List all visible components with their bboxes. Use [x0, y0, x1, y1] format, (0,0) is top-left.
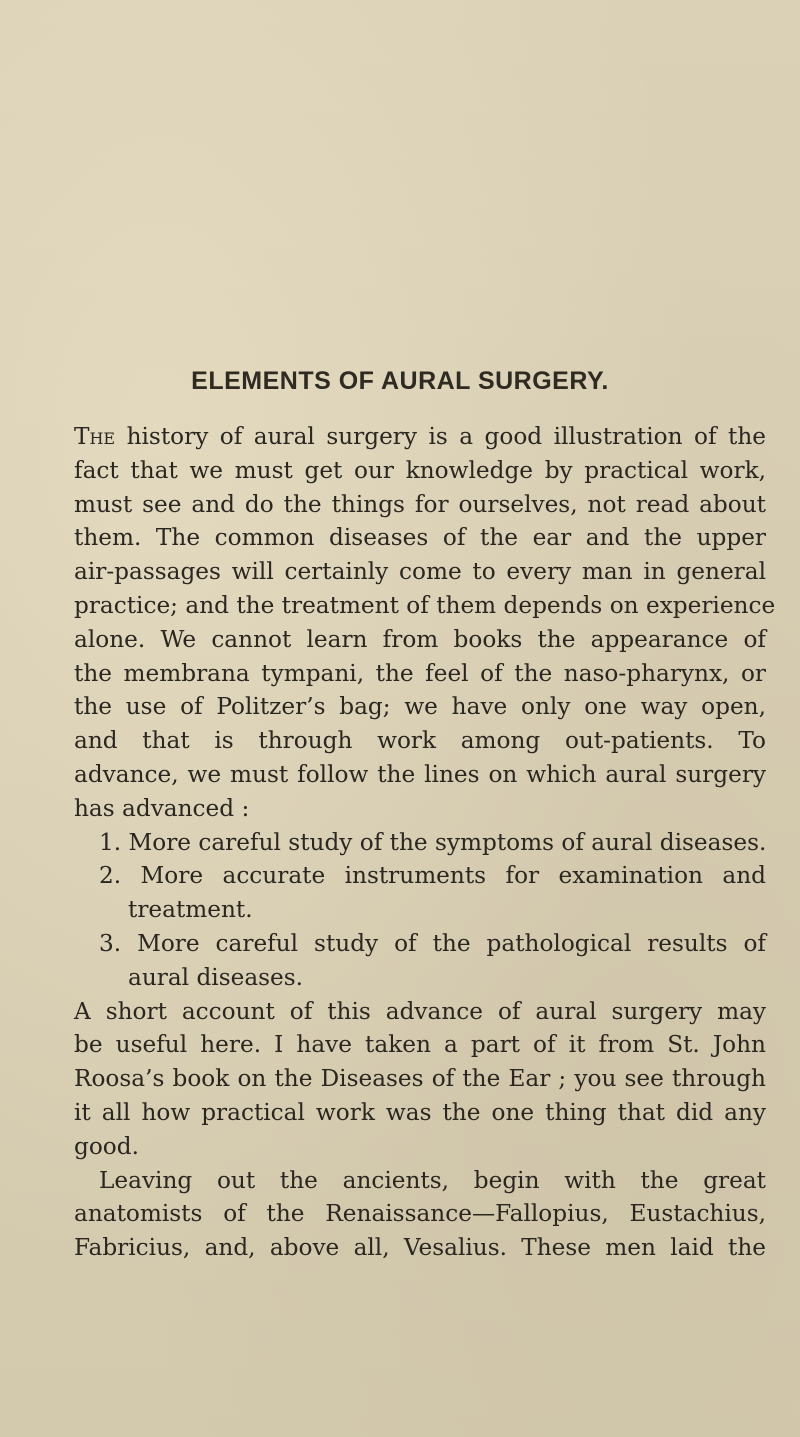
- text-line: has advanced :: [74, 794, 250, 822]
- list-item-continuation: treatment.: [128, 896, 253, 924]
- list-item: 2. More accurate instruments for examination and: [99, 862, 766, 890]
- text-line: Leaving out the ancients, begin with the great: [99, 1166, 766, 1194]
- text-line: A short account of this advance of aural surgery may: [74, 997, 766, 1025]
- list-item: 1. More careful study of the symptoms of aural diseases.: [99, 828, 767, 856]
- text-line: anatomists of the Renaissance—Fallopius, Eustachius,: [74, 1200, 766, 1228]
- body-text: [74, 420, 776, 1265]
- text-line: and that is through work among out-patients. To: [74, 727, 766, 755]
- text-line: the membrana tympani, the feel of the naso-pharynx, or: [74, 659, 766, 687]
- text-line: good.: [74, 1132, 139, 1160]
- text-line: practice; and the treatment of them depends on experience: [74, 591, 776, 619]
- text-line: air-passages will certainly come to every man in general: [74, 558, 766, 586]
- text-line: Roosa’s book on the Diseases of the Ear ; you see through: [74, 1065, 766, 1093]
- text-line: advance, we must follow the lines on which aural surgery: [74, 760, 766, 788]
- drop-word: The: [74, 423, 116, 450]
- line-text: history of aural surgery is a good illustration of the: [115, 423, 766, 450]
- text-line: [74, 420, 766, 454]
- text-line: Fabricius, and, above all, Vesalius. These men laid the: [74, 1234, 766, 1262]
- text-line: them. The common diseases of the ear and the upper: [74, 524, 766, 552]
- text-line: it all how practical work was the one thing that did any: [74, 1098, 766, 1126]
- chapter-heading: ELEMENTS OF AURAL SURGERY.: [191, 367, 609, 395]
- text-line: fact that we must get our knowledge by practical work,: [74, 456, 766, 484]
- text-line: alone. We cannot learn from books the appearance of: [74, 625, 766, 653]
- text-line: the use of Politzer’s bag; we have only one way open,: [74, 693, 766, 721]
- list-item-continuation: aural diseases.: [128, 963, 304, 991]
- list-item: 3. More careful study of the pathological results of: [99, 929, 766, 957]
- text-line: must see and do the things for ourselves, not read about: [74, 490, 766, 518]
- text-line: be useful here. I have taken a part of it from St. John: [74, 1031, 766, 1059]
